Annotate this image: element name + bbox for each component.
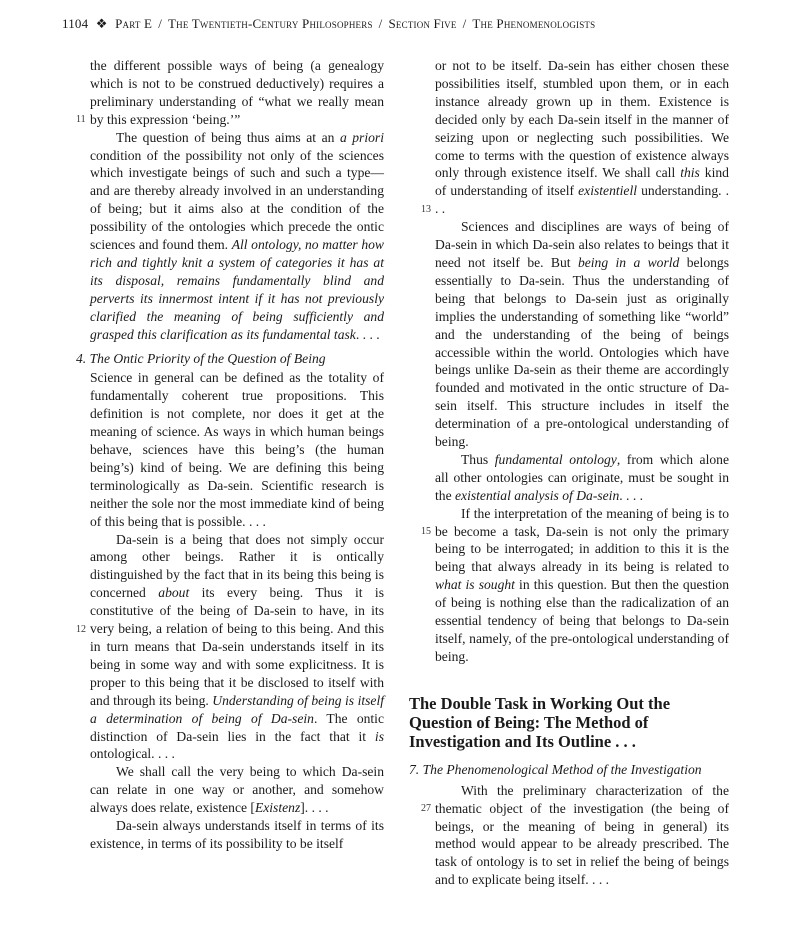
chapter-subheading: The Double Task in Working Out the Question of Being: The Method of Investigation and Its Outline . . . — [409, 693, 671, 751]
paragraph: the different possible ways of being (a genealogy which is not to be construed deductively) requires a preliminary understanding of “what we really mean by this expression ‘being.’” 11 — [90, 57, 384, 129]
paragraph: Science in general can be defined as the totality of fundamentally coherent true propositions. This definition is not complete, nor does it get at the meaning of science. As ways in which human beings behave, sciences have this being’s (the human being’s) kind of being. We are defining this being terminologically as Da-sein. Scientific research is neither the sole nor the most immediate kind of being of this being that is possible. . . . — [90, 370, 384, 529]
margin-number: 27 — [421, 802, 431, 814]
left-column — [76, 57, 384, 853]
chapter-title: The Phenomenologists — [472, 16, 596, 31]
part-label: Part E — [115, 16, 153, 31]
paragraph: The question of being thus aims at an a priori condition of the possibility not only of the sciences which investigate beings of such and such a type—and are thereby already involved in an understanding of being; but it aims also at the condition of the possibility of the ontologies which precede the ontic sciences and found them. All ontology, no matter how rich and tightly knit a system of categories it has at its disposal, remains fundamentally blind and perverts its innermost intent if it has not previously clarified the meaning of being sufficiently and grasped this clarification as its fundamental task. . . . — [90, 129, 384, 342]
running-head: 1104 ❖ Part E / The Twentieth-Century Philosophers / Section Five / The Phenomenologists — [62, 16, 596, 31]
margin-number: 15 — [421, 525, 431, 537]
section-label: Section Five — [388, 16, 457, 31]
paragraph: Sciences and disciplines are ways of being of Da-sein in which Da-sein also relates to beings that it need not itself be. But being in a world belongs essentially to Da-sein. Thus the understanding of being that belongs to Da-sein just as originally implies the understanding of something like “world” and the understanding of the being of beings accessible within the world. Ontologies which have beings unlike Da-sein as their theme are accordingly founded and motivated in the ontic structure of Da-sein itself. This structure includes in itself the determination of a pre-ontological understanding of being. — [435, 219, 730, 450]
paragraph: Thus fundamental ontology, from which alone all other ontologies can originate, must be sought in the existential analysis of Da-sein. . . . — [435, 451, 729, 503]
paragraph: or not to be itself. Da-sein has either chosen these possibilities itself, stumbled upon them, or in each instance already grown up in them. Existence is decided only by each Da-sein itself in the manner of seizing upon or neglecting such possibilities. We come to terms with the question of existence always only through existence itself. We shall call this kind of understanding of itself existentiell understanding. . . . 13 — [435, 57, 729, 218]
book-title: The Twentieth-Century Philosophers — [168, 16, 373, 31]
margin-number: 11 — [76, 114, 86, 125]
section-heading: 7. The Phenomenological Method of the Investigation — [409, 761, 702, 777]
margin-number: 12 — [76, 623, 86, 635]
section-heading: 4. The Ontic Priority of the Question of Being — [76, 350, 326, 366]
diamond-icon: ❖ — [95, 16, 108, 31]
paragraph: With the preliminary characterization of the thematic object of the investigation (the being of beings, or the meaning of being in general) its method would appear to be already prescribed. The task of ontology is to set in relief the being of beings and to explicate being itself. . . . 27 — [421, 782, 729, 888]
page-number: 1104 — [62, 16, 89, 31]
paragraph: Da-sein is a being that does not simply occur among other beings. Rather it is ontically distinguished by the fact that in its being this being is concerned about its every being. Thus it is constitutive of the being of Da-sein to have, in its very being, a relation of being to this being. And this in turn means that Da-sein understands itself in its being in some way and with some explicitness. It is proper to this being that it be disclosed to itself with and through its being. Understanding of being is itself a determination of being of Da-sein. The ontic distinction of Da-sein lies in the fact that it is ontological. . . . 12 — [76, 531, 384, 762]
paragraph: If the interpretation of the meaning of being is to be become a task, Da-sein is not only the primary being to be interrogated; in addition to this it is the being that always already in its being is related to what is sought in this question. But then the question of being is nothing else than the radicalization of an essential tendency of being that belongs to Da-sein itself, namely, of the pre-ontological understanding of being. 15 — [421, 505, 729, 664]
paragraph: Da-sein always understands itself in terms of its existence, in terms of its possibility to be itself — [90, 818, 384, 851]
margin-number: 13 — [421, 204, 431, 215]
paragraph: We shall call the very being to which Da-sein can relate in one way or another, and somehow always does relate, existence [Existenz]. . . . — [90, 764, 384, 816]
right-column — [409, 57, 730, 889]
